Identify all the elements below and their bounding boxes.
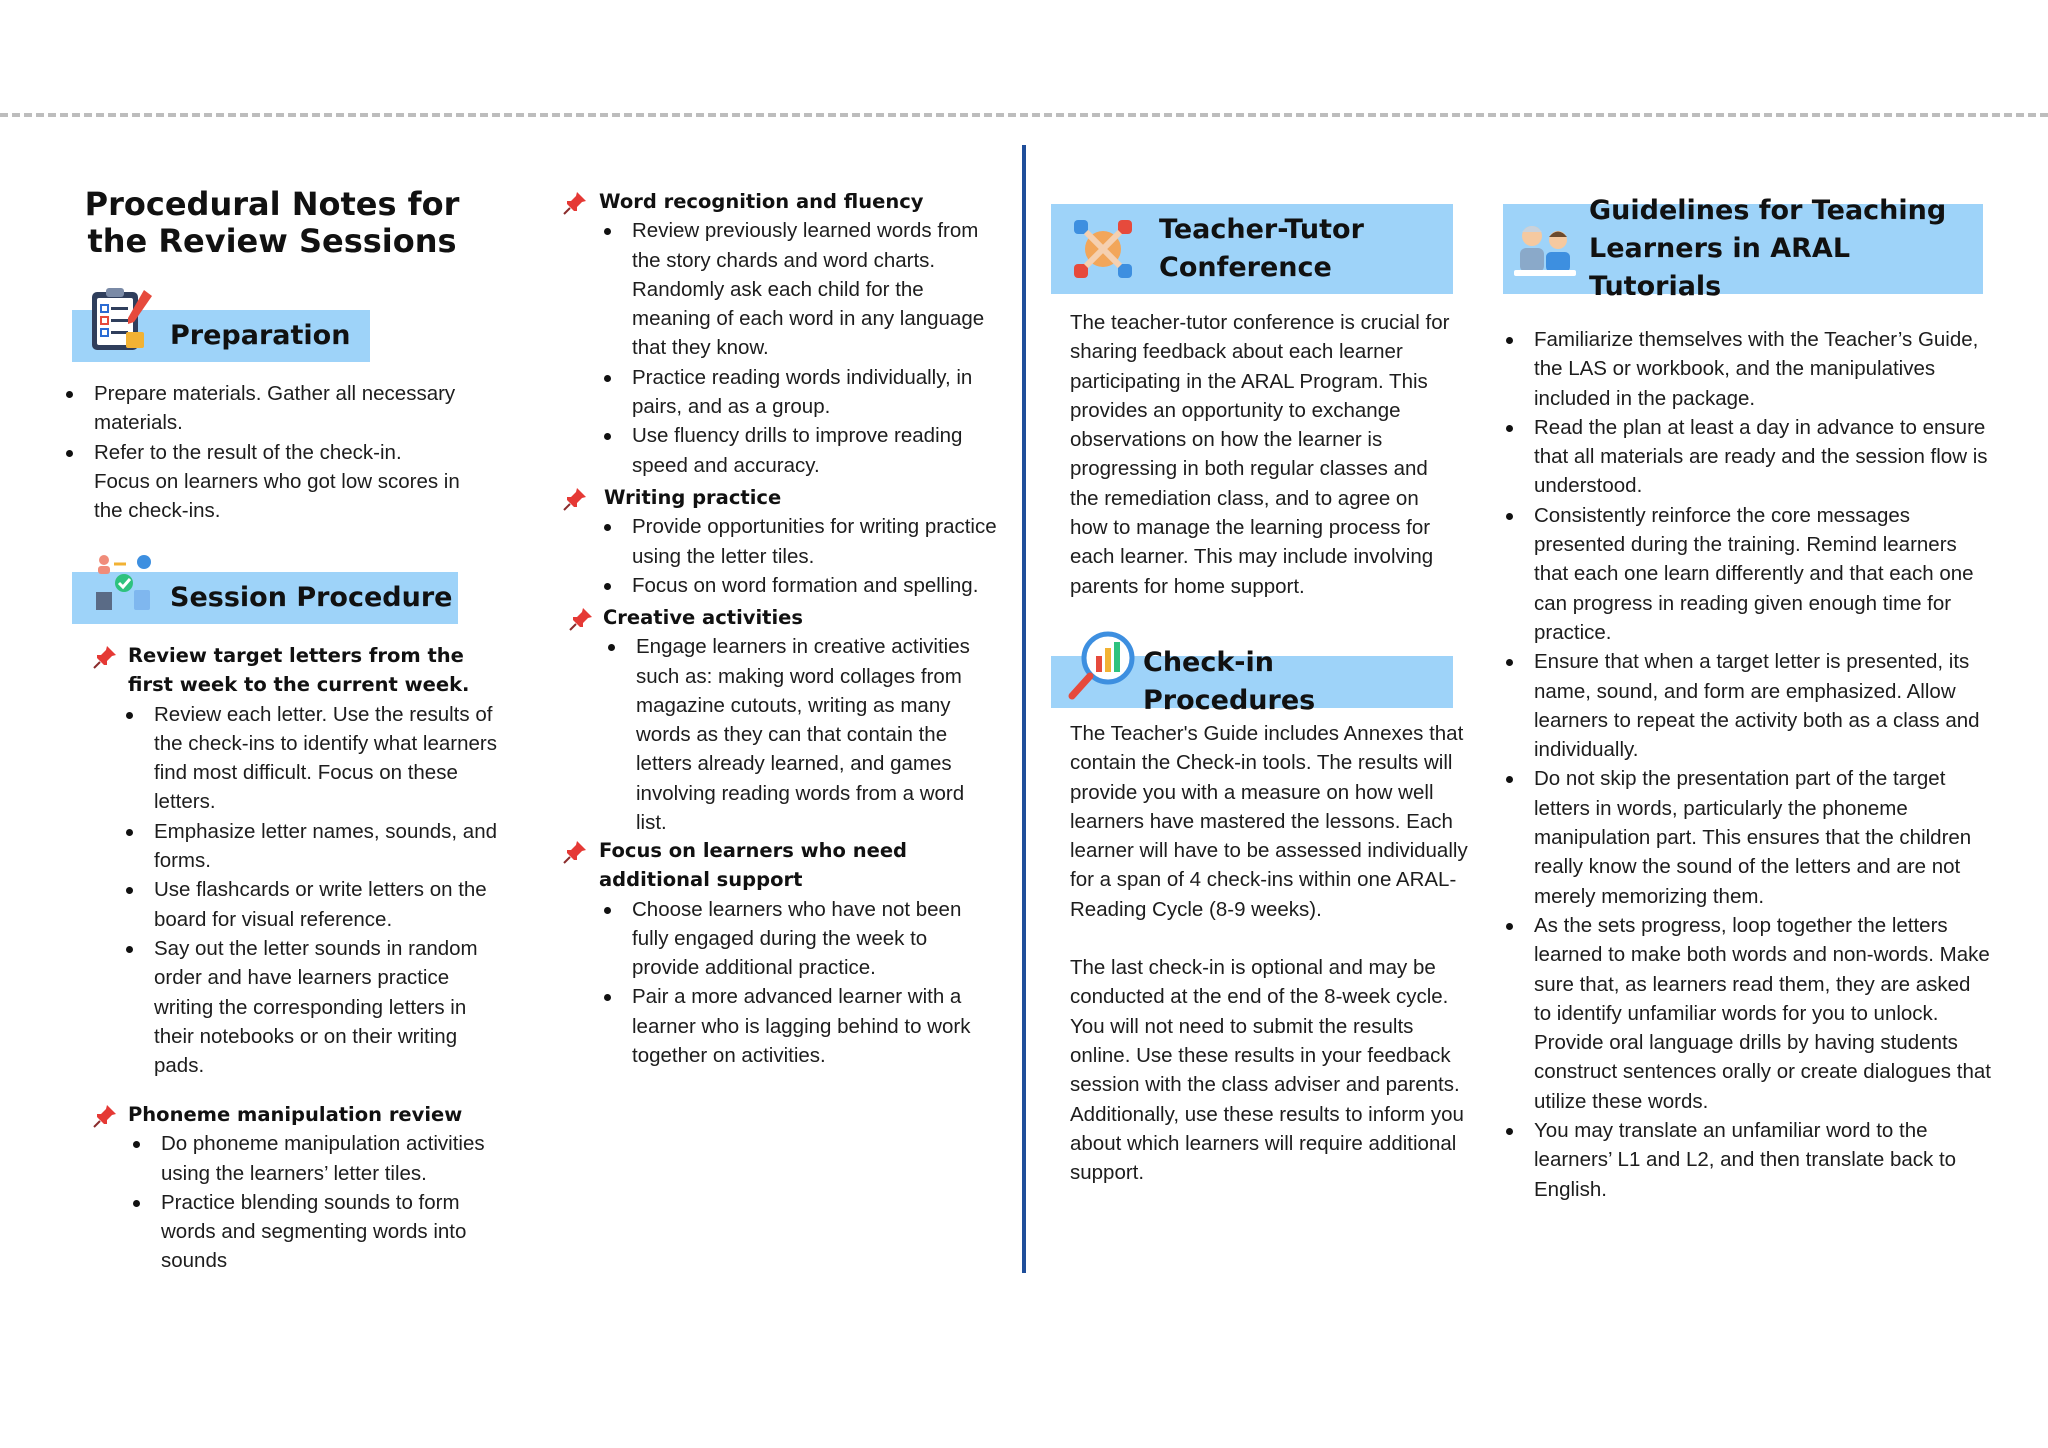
check-in-paragraph-2: The last check-in is optional and may be conducted at the end of the 8-week cycle. You will not need to submit the results online. Use these results in your feedback session with the class adviser and parents. Additionally, use these results to inform you about which learners will require additional support. xyxy=(1070,956,1464,1185)
preparation-list xyxy=(62,379,502,525)
check-in-paragraph-1: The Teacher's Guide includes Annexes that contain the Check-in tools. The results will provide you with a measure on how well learners have mastered the lessons. Each learner will have to be assessed individually for a span of 4 check-ins within one ARAL-Reading Cycle (8-9 weeks). xyxy=(1070,722,1468,921)
conference-paragraph: The teacher-tutor conference is crucial for sharing feedback about each learner participating in the ARAL Program. This provides an opportunity to exchange observations on how the learner is progressing in both regular classes and the remediation class, and to agree on how to manage the learning process for each learner. This may include involving parents for home support. xyxy=(1070,311,1450,598)
teacher-learner-icon xyxy=(1512,218,1578,280)
list-item: Emphasize letter names, sounds, and forms. xyxy=(122,817,502,876)
list-item: Pair a more advanced learner with a learner who is lagging behind to work together on activities. xyxy=(600,982,995,1070)
preparation-heading: Preparation xyxy=(170,320,351,351)
list-item: Do phoneme manipulation activities using the learners’ letter tiles. xyxy=(129,1129,499,1188)
checklist-icon xyxy=(86,282,156,354)
guidelines-list xyxy=(1502,325,2002,1204)
list-item: Read the plan at least a day in advance to ensure that all materials are ready and the session flow is understood. xyxy=(1502,413,1992,501)
list-item: Choose learners who have not been fully engaged during the week to provide additional practice. xyxy=(600,895,995,983)
list-item: Prepare materials. Gather all necessary materials. xyxy=(62,379,462,438)
list-item: Practice blending sounds to form words and segmenting words into sounds xyxy=(129,1188,499,1276)
session-procedure-heading: Session Procedure xyxy=(170,582,453,613)
conference-text-block xyxy=(1050,308,1460,601)
writing-practice-section xyxy=(560,483,1005,600)
list-item: Consistently reinforce the core messages presented during the training. Remind learners that each one learn differently and that each one can progress in reading given enough time for practice. xyxy=(1502,501,1992,647)
writing-practice-heading: Writing practice xyxy=(604,486,782,509)
check-in-heading: Check-in Procedures xyxy=(1143,647,1316,716)
check-in-text-block xyxy=(1050,719,1480,1187)
list-item: Use fluency drills to improve reading speed and accuracy. xyxy=(600,421,995,480)
list-item: Provide opportunities for writing practice using the letter tiles. xyxy=(600,512,1000,571)
creative-activities-heading: Creative activities xyxy=(603,606,803,629)
collaboration-icon xyxy=(1068,214,1138,284)
analytics-magnifier-icon xyxy=(1068,630,1136,702)
focus-learners-heading: Focus on learners who need additional support xyxy=(599,839,908,892)
list-item: Engage learners in creative activities such as: making word collages from magazine cutouts, writing as many words as they can that contain the letters already learned, and games involving reading words from a word list. xyxy=(604,632,999,837)
list-item: Focus on word formation and spelling. xyxy=(600,571,1000,600)
phoneme-manipulation-heading: Phoneme manipulation review xyxy=(128,1103,463,1126)
teacher-tutor-heading: Teacher-Tutor Conference xyxy=(1159,214,1364,283)
list-item: Say out the letter sounds in random order and have learners practice writing the corresponding letters in their notebooks or on their writing pads. xyxy=(122,934,502,1080)
page-title: Procedural Notes for the Review Sessions xyxy=(84,185,460,260)
list-item: Do not skip the presentation part of the target letters in words, particularly the phoneme manipulation part. This ensures that the children really know the sound of the letters and are not merely memorizing them. xyxy=(1502,764,1992,910)
list-item: Review previously learned words from the story chards and word charts. Randomly ask each child for the meaning of each word in any language that they know. xyxy=(600,216,995,362)
phoneme-manipulation-section xyxy=(62,1100,492,1276)
list-item: Familiarize themselves with the Teacher’s Guide, the LAS or workbook, and the manipulatives included in the package. xyxy=(1502,325,1992,413)
review-target-letters-heading: Review target letters from the first week to the current week. xyxy=(128,644,470,697)
list-item: Use flashcards or write letters on the board for visual reference. xyxy=(122,875,502,934)
review-target-letters-section xyxy=(62,641,497,1080)
focus-learners-section xyxy=(560,836,1005,1070)
top-dashed-divider xyxy=(0,113,2048,117)
list-item: Practice reading words individually, in pairs, and as a group. xyxy=(600,363,995,422)
guidelines-heading: Guidelines for Teaching Learners in ARAL Tutorials xyxy=(1589,195,1947,302)
list-item: Refer to the result of the check-in. Focus on learners who got low scores in the check-ins. xyxy=(62,438,462,526)
creative-activities-section xyxy=(560,603,1005,837)
list-item: You may translate an unfamiliar word to the learners’ L1 and L2, and then translate back to English. xyxy=(1502,1116,1992,1204)
word-recognition-section xyxy=(560,187,1005,480)
list-item: Review each letter. Use the results of the check-ins to identify what learners find most difficult. Focus on these letters. xyxy=(122,700,502,817)
word-recognition-heading: Word recognition and fluency xyxy=(599,190,924,213)
workflow-icon xyxy=(92,550,156,614)
list-item: As the sets progress, loop together the letters learned to make both words and non-words. Make sure that, as learners read them, they are asked to identify unfamiliar words for you to unlock. Provide oral language drills by having students construct sentences orally or create dialogues that utilize these words. xyxy=(1502,911,1992,1116)
column-divider xyxy=(1022,145,1026,1273)
list-item: Ensure that when a target letter is presented, its name, sound, and form are emphasized. Allow learners to repeat the activity both as a class and individually. xyxy=(1502,647,1992,764)
